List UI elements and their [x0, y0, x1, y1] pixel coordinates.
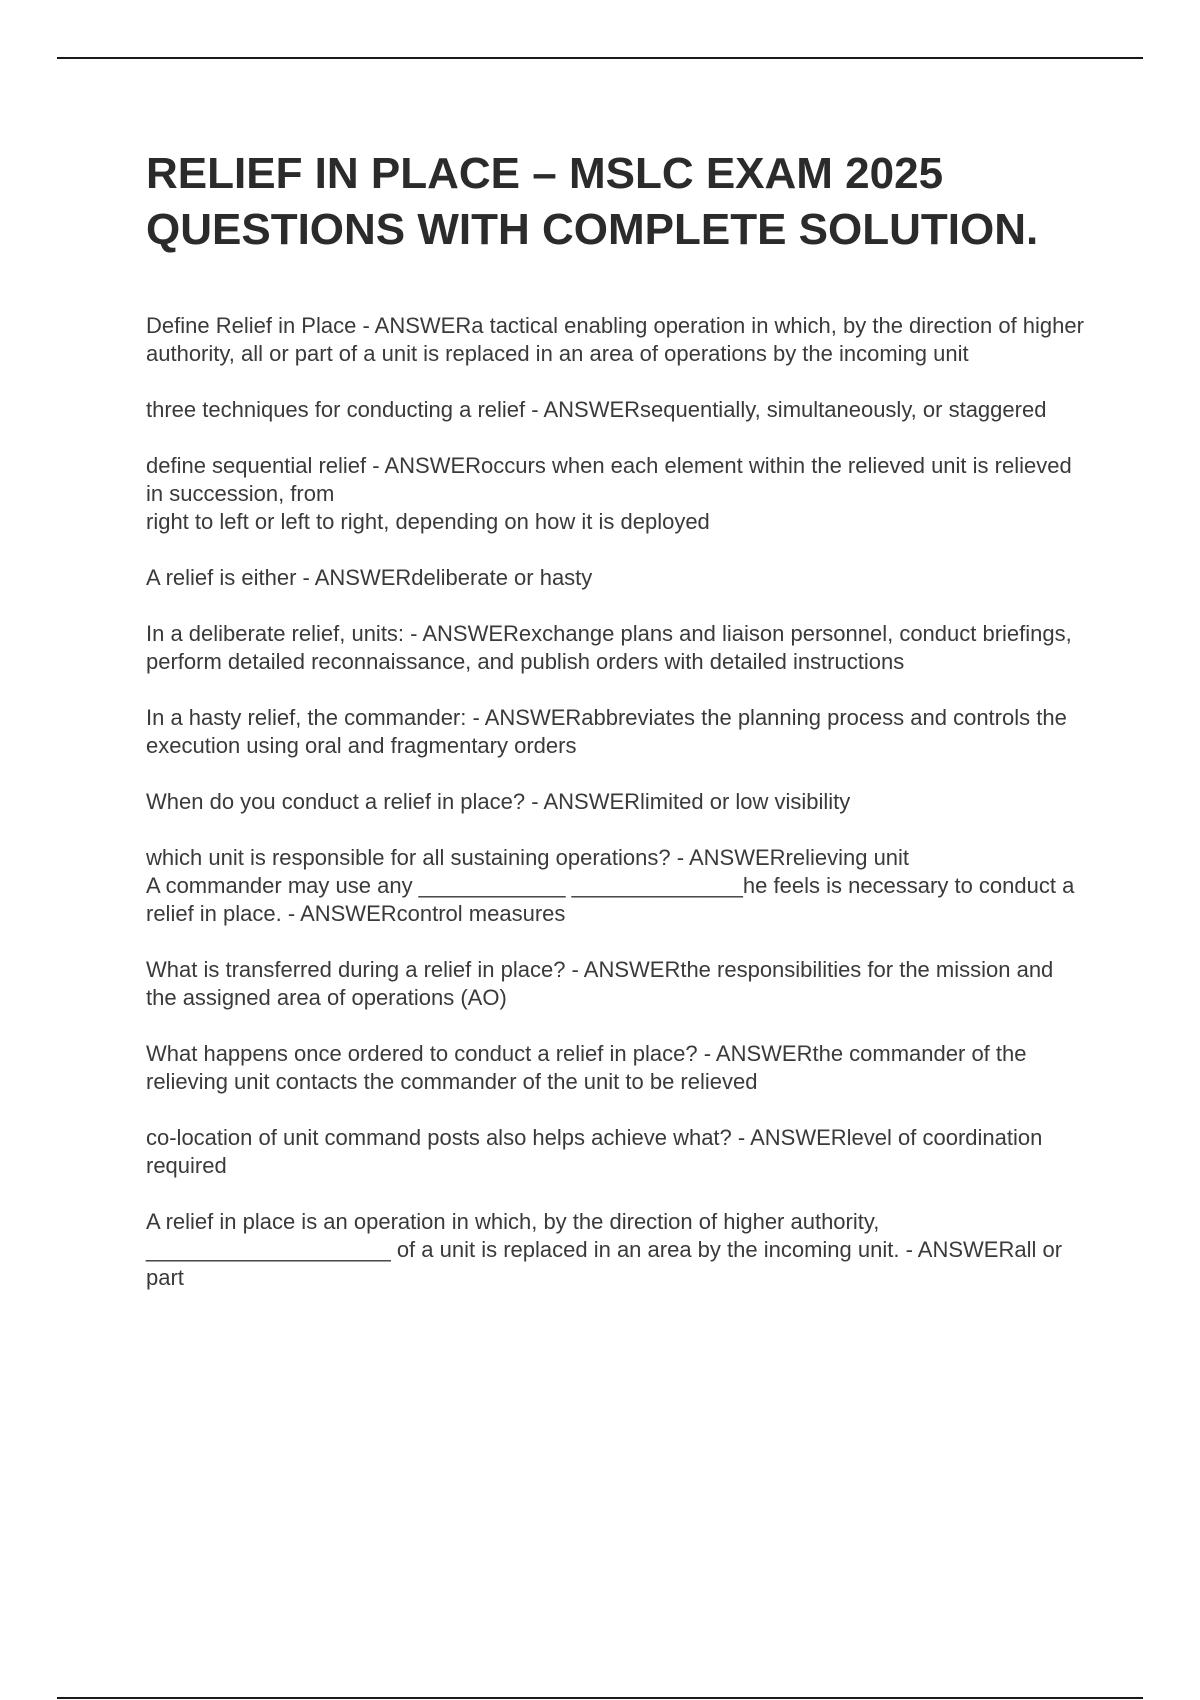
top-divider: [57, 57, 1143, 59]
qa-item: which unit is responsible for all sustaining operations? - ANSWERrelieving unit: [146, 845, 910, 870]
qa-item: A commander may use any ____________ ______________he feels is necessary to conduct a relief in place. - ANSWERcontrol measures: [146, 873, 1075, 926]
qa-item: A relief is either - ANSWERdeliberate or hasty: [146, 565, 593, 590]
qa-item: When do you conduct a relief in place? - ANSWERlimited or low visibility: [146, 789, 851, 814]
qa-item: Define Relief in Place - ANSWERa tactical enabling operation in which, by the direction of higher authority, all or part of a unit is replaced in an area of operations by the incoming unit: [146, 313, 1084, 366]
bottom-divider: [57, 1697, 1143, 1699]
qa-item: In a hasty relief, the commander: - ANSWERabbreviates the planning process and controls the execution using oral and fragmentary orders: [146, 705, 1067, 758]
qa-item: What is transferred during a relief in place? - ANSWERthe responsibilities for the mission and the assigned area of operations (AO): [146, 957, 1054, 1010]
qa-item: co-location of unit command posts also helps achieve what? - ANSWERlevel of coordination required: [146, 1125, 1043, 1178]
document-title: RELIEF IN PLACE – MSLC EXAM 2025 QUESTIONS WITH COMPLETE SOLUTION.: [146, 149, 1039, 254]
qa-list: [146, 312, 1086, 1292]
qa-item: define sequential relief - ANSWERoccurs when each element within the relieved unit is relieved in succession, from right to left or left to right, depending on how it is deployed: [146, 453, 1072, 534]
qa-item: three techniques for conducting a relief - ANSWERsequentially, simultaneously, or staggered: [146, 397, 1047, 422]
qa-item: What happens once ordered to conduct a relief in place? - ANSWERthe commander of the relieving unit contacts the commander of the unit to be relieved: [146, 1041, 1027, 1094]
document-body: [146, 146, 1086, 1320]
qa-item: A relief in place is an operation in which, by the direction of higher authority, ____________________ of a unit is replaced in an area by the incoming unit. - ANSWERall or part: [146, 1209, 1063, 1290]
qa-item: In a deliberate relief, units: - ANSWERexchange plans and liaison personnel, conduct briefings, perform detailed reconnaissance, and publish orders with detailed instructions: [146, 621, 1072, 674]
